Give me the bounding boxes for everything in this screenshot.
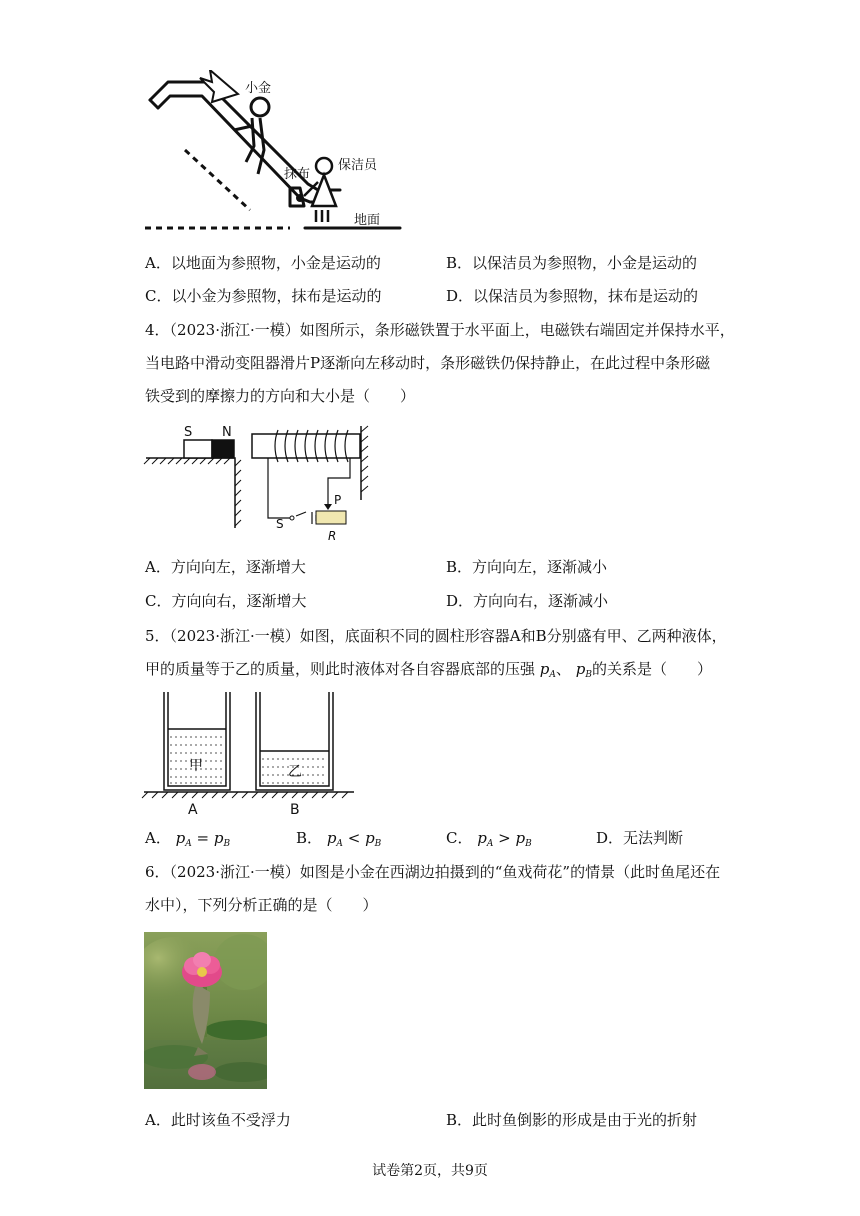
liquid-a-label: 甲 <box>189 758 203 774</box>
q5-option-d: D．无法判断 <box>596 829 684 847</box>
q6-text-line1: 6．（2023·浙江·一模）如图是小金在西湖边拍摄到的“鱼戏荷花”的情景（此时鱼尾还在 <box>145 863 721 881</box>
q5-option-a: A． $p_A = p_B$ <box>145 829 231 849</box>
q4-option-c: C．方向向右，逐渐增大 <box>145 592 307 610</box>
q4-text-line1: 4．（2023·浙江·一模）如图所示，条形磁铁置于水平面上，电磁铁右端固定并保持水平， <box>145 321 735 339</box>
rheostat-r-label: R <box>328 529 337 543</box>
q5-pb-symbol: $p_B$ <box>575 660 592 680</box>
q5-line2-sep: 、 <box>555 660 571 678</box>
q4-option-a: A．方向向左，逐渐增大 <box>145 558 306 576</box>
q6-option-a: A．此时该鱼不受浮力 <box>145 1111 291 1129</box>
q5-line2-part3: 的关系是（ ） <box>591 660 712 678</box>
q3-option-a: A．以地面为参照物，小金是运动的 <box>145 254 381 272</box>
q4-option-b: B．方向向左，逐渐减小 <box>446 558 608 576</box>
q5-option-b: B． $p_A < p_B$ <box>296 829 382 849</box>
q4-text-line3: 铁受到的摩擦力的方向和大小是（ ） <box>145 387 416 405</box>
slider-p-label: P <box>334 493 342 507</box>
q3-option-d: D．以保洁员为参照物，抹布是运动的 <box>446 287 699 305</box>
page-footer: 试卷第2页，共9页 <box>372 1163 488 1179</box>
q4-option-d: D．方向向右，逐渐减小 <box>446 592 609 610</box>
q6-text-line2: 水中），下列分析正确的是（ ） <box>145 896 378 914</box>
fish-lotus-photo <box>144 932 267 1089</box>
q3-option-c: C．以小金为参照物，抹布是运动的 <box>145 287 382 305</box>
container-a-label: A <box>188 802 198 818</box>
q5-option-c: C． $p_A > p_B$ <box>446 829 532 849</box>
q5-pa-symbol: $p_A$ <box>539 660 556 680</box>
magnet-circuit-figure <box>140 420 380 548</box>
person-label: 小金 <box>245 81 272 96</box>
cloth-label: 抹布 <box>284 167 311 182</box>
liquid-b-label: 乙 <box>288 764 302 780</box>
q4-text-line2: 当电路中滑动变阻器滑片P逐渐向左移动时，条形磁铁仍保持静止，在此过程中条形磁 <box>145 354 711 372</box>
q3-option-b: B．以保洁员为参照物，小金是运动的 <box>446 254 698 272</box>
magnet-s-label: S <box>184 425 193 440</box>
escalator-figure <box>140 70 410 240</box>
ground-label: 地面 <box>354 213 381 228</box>
switch-s-label: S <box>276 517 284 531</box>
cleaner-label: 保洁员 <box>338 158 378 173</box>
q5-line2-part1: 甲的质量等于乙的质量，则此时液体对各自容器底部的压强 <box>145 660 536 678</box>
q5-text-line1: 5．（2023·浙江·一模）如图，底面积不同的圆柱形容器A和B分别盛有甲、乙两种液体， <box>145 627 727 645</box>
containers-figure <box>140 690 360 820</box>
container-b-label: B <box>290 802 300 818</box>
q5-text-line2 <box>145 659 712 685</box>
magnet-n-label: N <box>222 425 232 440</box>
q6-option-b: B．此时鱼倒影的形成是由于光的折射 <box>446 1111 698 1129</box>
